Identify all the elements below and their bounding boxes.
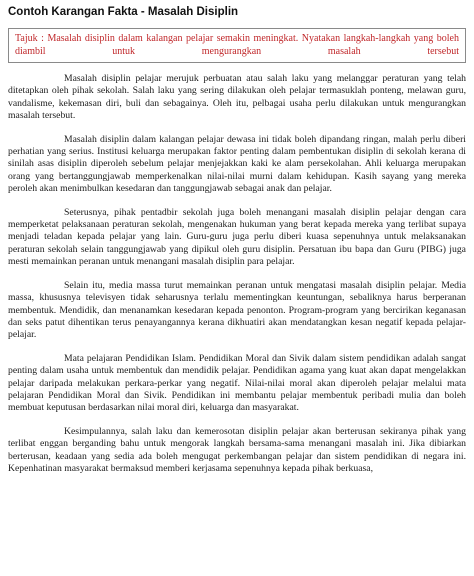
document-title: Contoh Karangan Fakta - Masalah Disiplin bbox=[8, 6, 239, 18]
paragraph-3: Seterusnya, pihak pentadbir sekolah juga boleh menangani masalah disiplin pelajar dengan cara memperketat pelaksanaan peraturan sekolah, mengenakan hukuman yang berat kepada mereka yang terlibat supaya menjadi teladan kepada pelajar yang lain. Guru-guru juga perlu diberi kuasa sepenuhnya untuk melaksanakan peraturan sekolah selain tanggungjawab yang dipikul oleh guru disiplin. Persatuan ibu bapa dan Guru (PIBG) juga mesti memainkan peranan untuk menangani masalah disiplin para pelajar. bbox=[8, 206, 466, 268]
paragraph-4: Selain itu, media massa turut memainkan peranan untuk mengatasi masalah disiplin pelajar. Media massa, khususnya televisyen tidak seharusnya terlalu mementingkan keuntungan, sebaliknya harus berperanan membentuk. Mendidik, dan menanamkan kesedaran kepada penonton. Program-program yang bercirikan keganasan dan seks patut dihentikan terus penayangannya kerana dikhuatiri akan mendatangkan kesan negatif kepada pelajar-pelajar. bbox=[8, 279, 466, 341]
paragraph-6: Kesimpulannya, salah laku dan kemerosotan disiplin pelajar akan berterusan sekiranya pihak yang terlibat enggan berganding bahu untuk mengorak langkah bersama-sama menangani masalah ini. Jika dibiarkan berterusan, keadaan yang sedia ada boleh mengugat perkembangan pelajar dan sistem pendidikan di negara ini. Kepenhatinan masyarakat bermaksud memberi kerjasama sepenuhnya kepada pihak berkuasa, bbox=[8, 425, 466, 474]
paragraph-2: Masalah disiplin dalam kalangan pelajar dewasa ini tidak boleh dipandang ringan, malah perlu diberi perhatian yang serius. Institusi keluarga merupakan faktor penting dalam pembentukan disiplin di sekolah kerana di sinilah asas disiplin diperoleh sebelum pelajar menjejakkan kaki ke alam persekolahan. Ahli keluarga merupakan orang yang bertanggungjawab memperkenalkan nilai-nilai murni dalam kehidupan. Kasih sayang yang mereka peroleh akan menimbulkan kesedaran dan tanggungjawab sebagai anak dan pelajar. bbox=[8, 133, 466, 195]
paragraph-5: Mata pelajaran Pendidikan Islam. Pendidikan Moral dan Sivik dalam sistem pendidikan adalah sangat penting dalam usaha untuk membentuk dan mendidik pelajar. Pendidikan agama yang kuat akan dapat mengelakkan pelajar daripada melakukan perkara-perkar yang negatif. Nilai-nilai moral akan diperoleh pelajar melalui mata pelajaran Pendidikan Moral dan Sivik. Pendidikan ini membantu pelajar membentuk peribadi mulia dan boleh membuat keputusan berdasarkan nilai moral diri, keluarga dan masyarakat. bbox=[8, 352, 466, 414]
paragraph-1: Masalah disiplin pelajar merujuk perbuatan atau salah laku yang melanggar peraturan yang telah ditetapkan oleh pihak sekolah. Salah laku yang sering dilakukan oleh pelajar termasuklah ponteng, melawan guru, vandalisme, kekemasan diri, buli dan sebagainya. Oleh itu, pelbagai usaha perlu dilakukan untuk mengurangkan masalah tersebut. bbox=[8, 73, 466, 122]
task-box: Tajuk : Masalah disiplin dalam kalangan pelajar semakin meningkat. Nyatakan langkah-langkah yang boleh diambil untuk mengurangkan masalah tersebut bbox=[8, 28, 466, 63]
